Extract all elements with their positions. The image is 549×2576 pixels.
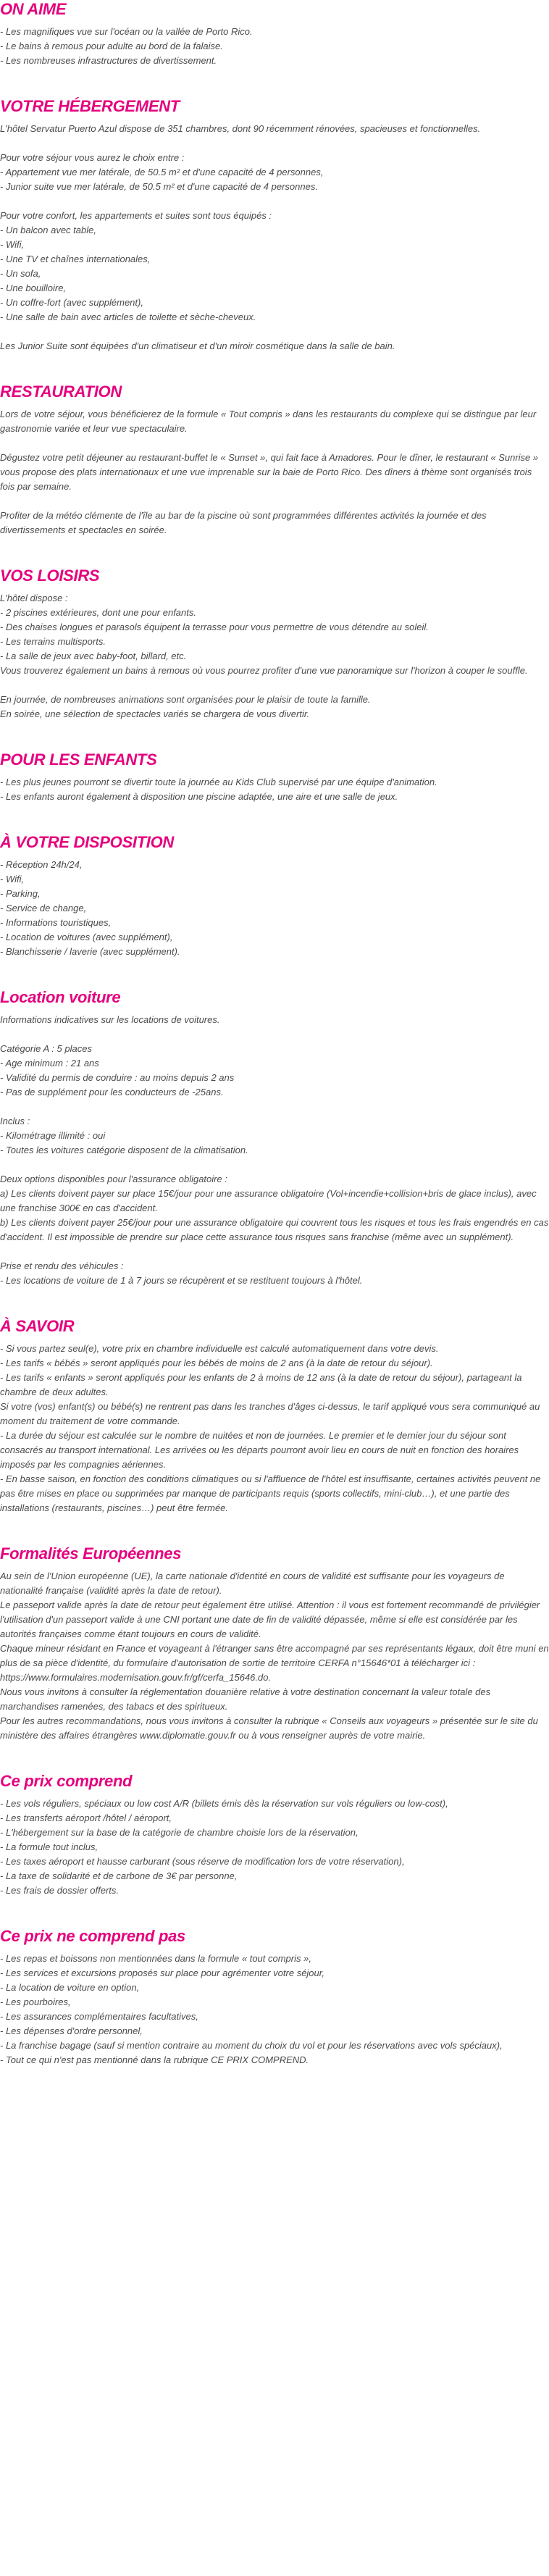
- section-body: [0, 407, 549, 538]
- section-body: [0, 1013, 549, 1288]
- text-line: - Une TV et chaînes internationales,: [0, 254, 151, 264]
- blank-line: [0, 494, 549, 509]
- text-line: - Un coffre-fort (avec supplément),: [0, 297, 143, 308]
- section-body: [0, 1797, 549, 1898]
- text-line: Les Junior Suite sont équipées d'un climatiseur et d'un miroir cosmétique dans la salle de bain.: [0, 340, 395, 351]
- text-line: Pour votre séjour vous aurez le choix entre :: [0, 152, 185, 163]
- text-line: - Les magnifiques vue sur l'océan ou la vallée de Porto Rico.: [0, 26, 253, 37]
- section-title: Ce prix comprend: [0, 1772, 133, 1790]
- text-line: - Les pourboires,: [0, 1996, 71, 2007]
- text-line: - Location de voitures (avec supplément),: [0, 932, 173, 942]
- text-line: - La salle de jeux avec baby-foot, billard, etc.: [0, 651, 187, 661]
- text-line: - Wifi,: [0, 874, 25, 885]
- section-title: POUR LES ENFANTS: [0, 750, 157, 769]
- section-location-voiture: [0, 988, 549, 1288]
- text-line: Chaque mineur résidant en France et voyageant à l'étranger sans être accompagné par ses représentants légaux, doit être muni en plus de sa pièce d'identité, du formulaire d'autorisation de sortie de territoire CERFA n°15646*01 à télécharger ici : https://www.formulaires.modernisation.gouv.fr/gf/cerfa_15646.do.: [0, 1643, 549, 1683]
- text-line: - Informations touristiques,: [0, 917, 112, 928]
- text-line: - Parking,: [0, 888, 41, 899]
- blank-line: [0, 1158, 549, 1172]
- blank-line: [0, 1245, 549, 1259]
- text-line: Vous trouverez également un bains à remous où vous pourrez profiter d'une vue panoramique sur l'horizon à couper le souffle.: [0, 665, 528, 676]
- text-line: - Kilométrage illimité : oui: [0, 1130, 106, 1141]
- text-line: Informations indicatives sur les locations de voitures.: [0, 1014, 220, 1025]
- text-line: - La durée du séjour est calculée sur le nombre de nuitées et non de journées. Le premier et le dernier jour du séjour sont consacrés au transport international. Les arrivées ou les départs pourront avoir lieu en cours de nuit en fonction des horaires imposés par les compagnies aériennes.: [0, 1430, 519, 1470]
- text-line: - Les repas et boissons non mentionnées dans la formule « tout compris »,: [0, 1953, 311, 1964]
- text-line: - Les frais de dossier offerts.: [0, 1885, 120, 1896]
- text-line: - Les dépenses d'ordre personnel,: [0, 2025, 143, 2036]
- section-title: ON AIME: [0, 0, 67, 18]
- text-line: Catégorie A : 5 places: [0, 1043, 92, 1054]
- text-line: Profiter de la météo clémente de l'île au bar de la piscine où sont programmées différentes activités la journée et des divertissements et spectacles en soirée.: [0, 510, 487, 535]
- blank-line: [0, 325, 549, 339]
- text-line: - Pas de supplément pour les conducteurs de -25ans.: [0, 1087, 224, 1097]
- text-line: - La taxe de solidarité et de carbone de 3€ par personne,: [0, 1870, 238, 1881]
- text-line: - La franchise bagage (sauf si mention contraire au moment du choix du vol et pour les réservations avec vols spéciaux),: [0, 2040, 503, 2051]
- section-title: Formalités Européennes: [0, 1544, 182, 1563]
- text-line: - Les vols réguliers, spéciaux ou low cost A/R (billets émis dès la réservation sur vols réguliers ou low-cost),: [0, 1798, 448, 1809]
- text-line: Au sein de l'Union européenne (UE), la carte nationale d'identité en cours de validité est suffisante pour les voyageurs de nationalité française (validité après la date de retour).: [0, 1571, 505, 1596]
- section-body: [0, 122, 549, 354]
- text-line: Nous vous invitons à consulter la réglementation douanière relative à votre destination concernant la valeur totale des marchandises ramenées, des tabacs et des spiritueux.: [0, 1686, 491, 1712]
- text-line: L'hôtel Servatur Puerto Azul dispose de 351 chambres, dont 90 récemment rénovées, spacieuses et fonctionnelles.: [0, 123, 481, 134]
- section-a-savoir: [0, 1317, 549, 1515]
- text-line: - Les nombreuses infrastructures de divertissement.: [0, 55, 217, 66]
- text-line: - Service de change,: [0, 903, 87, 913]
- text-line: Le passeport valide après la date de retour peut également être utilisé. Attention : il vous est fortement recommandé de privilégier l'utilisation d'un passeport valide à une CNI portant une date de fin de validité dépassée, même si elle est considérée par les autorités françaises comme étant toujours en cours de validité.: [0, 1599, 540, 1639]
- text-line: - Réception 24h/24,: [0, 859, 83, 870]
- text-line: - Une salle de bain avec articles de toilette et sèche-cheveux.: [0, 311, 256, 322]
- section-restauration: [0, 382, 549, 538]
- section-title: VOS LOISIRS: [0, 566, 100, 585]
- text-line: - Le bains à remous pour adulte au bord de la falaise.: [0, 41, 223, 51]
- blank-line: [0, 1027, 549, 1042]
- text-line: Si votre (vos) enfant(s) ou bébé(s) ne rentrent pas dans les tranches d'âges ci-dessus, le tarif appliqué vous sera communiqué au moment du traitement de votre commande.: [0, 1401, 540, 1426]
- section-body: [0, 858, 549, 959]
- text-line: - Age minimum : 21 ans: [0, 1058, 99, 1069]
- section-loisirs: [0, 566, 549, 722]
- section-hebergement: [0, 97, 549, 354]
- section-enfants: [0, 750, 549, 804]
- text-line: - Un balcon avec table,: [0, 225, 96, 235]
- blank-line: [0, 194, 549, 209]
- text-line: - Une bouilloire,: [0, 283, 67, 293]
- text-line: - Wifi,: [0, 239, 25, 250]
- text-line: Dégustez votre petit déjeuner au restaurant-buffet le « Sunset », qui fait face à Amadores. Pour le dîner, le restaurant « Sunrise » vous propose des plats internationaux et une vue imprenable sur la baie de Porto Rico. Des dîners à thème sont organisés trois fois par semaine.: [0, 452, 539, 492]
- section-on-aime: [0, 0, 549, 68]
- section-body: [0, 1569, 549, 1743]
- text-line: - En basse saison, en fonction des conditions climatiques ou si l'affluence de l'hôtel est insuffisante, certaines activités peuvent ne pas être mises en place ou supprimées par manque de participants requis (sports collectifs, mini-club…), et une partie des installations (restaurants, piscines…) peut être fermée.: [0, 1473, 541, 1513]
- text-line: L'hôtel dispose :: [0, 593, 68, 603]
- text-line: - Junior suite vue mer latérale, de 50.5 m² et d'une capacité de 4 personnes.: [0, 181, 318, 192]
- section-formalites: [0, 1544, 549, 1743]
- section-body: [0, 591, 549, 722]
- section-body: [0, 1342, 549, 1515]
- text-line: - Les taxes aéroport et hausse carburant (sous réserve de modification lors de votre réservation),: [0, 1856, 405, 1867]
- blank-line: [0, 678, 549, 693]
- text-line: - Les enfants auront également à disposition une piscine adaptée, une aire et une salle de jeux.: [0, 791, 398, 802]
- text-line: - La formule tout inclus,: [0, 1841, 99, 1852]
- text-line: Pour les autres recommandations, nous vous invitons à consulter la rubrique « Conseils aux voyageurs » présentée sur le site du ministère des affaires étrangères www.diplomatie.gouv.fr ou à vous renseigner auprès de votre mairie.: [0, 1715, 538, 1741]
- text-line: Pour votre confort, les appartements et suites sont tous équipés :: [0, 210, 272, 221]
- text-line: - Si vous partez seul(e), votre prix en chambre individuelle est calculé automatiquement dans votre devis.: [0, 1343, 439, 1354]
- text-line: - L'hébergement sur la base de la catégorie de chambre choisie lors de la réservation,: [0, 1827, 359, 1838]
- text-line: - Les plus jeunes pourront se divertir toute la journée au Kids Club supervisé par une équipe d'animation.: [0, 777, 437, 787]
- section-disposition: [0, 833, 549, 959]
- section-title: Ce prix ne comprend pas: [0, 1927, 185, 1945]
- text-line: - Des chaises longues et parasols équipent la terrasse pour vous permettre de vous détendre au soleil.: [0, 622, 429, 632]
- section-body: [0, 775, 549, 804]
- text-line: En soirée, une sélection de spectacles variés se chargera de vous divertir.: [0, 708, 310, 719]
- blank-line: [0, 1100, 549, 1114]
- section-title: Location voiture: [0, 988, 121, 1006]
- text-line: En journée, de nombreuses animations sont organisées pour le plaisir de toute la famille.: [0, 694, 371, 705]
- section-body: [0, 1952, 549, 2067]
- text-line: - Les assurances complémentaires facultatives,: [0, 2011, 198, 2022]
- text-line: Deux options disponibles pour l'assurance obligatoire :: [0, 1174, 227, 1184]
- text-line: - Les tarifs « bébés » seront appliqués pour les bébés de moins de 2 ans (à la date de retour du séjour).: [0, 1358, 433, 1368]
- text-line: - Un sofa,: [0, 268, 41, 279]
- text-line: b) Les clients doivent payer 25€/jour pour une assurance obligatoire qui couvrent tous les risques et tous les frais engendrés en cas d'accident. Il est impossible de prendre sur place cette assurance tous risques sans franchise (même avec un supplément).: [0, 1217, 549, 1242]
- text-line: Lors de votre séjour, vous bénéficierez de la formule « Tout compris » dans les restaurants du complexe qui se distingue par leur gastronomie variée et leur vue spectaculaire.: [0, 409, 537, 434]
- text-line: - Tout ce qui n'est pas mentionné dans la rubrique CE PRIX COMPREND.: [0, 2054, 309, 2065]
- text-line: - Blanchisserie / laverie (avec supplément).: [0, 946, 180, 957]
- section-prix-comprend: [0, 1772, 549, 1898]
- text-line: - Les terrains multisports.: [0, 636, 106, 647]
- text-line: - Les transferts aéroport /hôtel / aéroport,: [0, 1812, 172, 1823]
- text-line: - Les tarifs « enfants » seront appliqués pour les enfants de 2 à moins de 12 ans (à la date de retour du séjour), partageant la chambre de deux adultes.: [0, 1372, 522, 1397]
- blank-line: [0, 136, 549, 151]
- section-title: À SAVOIR: [0, 1317, 75, 1335]
- text-line: - Les locations de voiture de 1 à 7 jours se récupèrent et se restituent toujours à l'hôtel.: [0, 1275, 363, 1286]
- text-line: - La location de voiture en option,: [0, 1982, 140, 1993]
- text-line: - Validité du permis de conduire : au moins depuis 2 ans: [0, 1072, 235, 1083]
- text-line: a) Les clients doivent payer sur place 15€/jour pour une assurance obligatoire (Vol+incendie+collision+bris de glace inclus), avec une franchise 300€ en cas d'accident.: [0, 1188, 537, 1213]
- text-line: Inclus :: [0, 1116, 30, 1126]
- section-prix-ne-comprend-pas: [0, 1927, 549, 2067]
- text-line: Prise et rendu des véhicules :: [0, 1260, 124, 1271]
- text-line: - Les services et excursions proposés sur place pour agrémenter votre séjour,: [0, 1967, 324, 1978]
- blank-line: [0, 436, 549, 451]
- text-line: - Toutes les voitures catégorie disposent de la climatisation.: [0, 1145, 248, 1155]
- section-title: VOTRE HÉBERGEMENT: [0, 97, 180, 115]
- text-line: - 2 piscines extérieures, dont une pour enfants.: [0, 607, 196, 618]
- section-title: RESTAURATION: [0, 382, 122, 401]
- section-body: [0, 25, 549, 68]
- text-line: - Appartement vue mer latérale, de 50.5 m² et d'une capacité de 4 personnes,: [0, 167, 324, 177]
- section-title: À VOTRE DISPOSITION: [0, 833, 174, 851]
